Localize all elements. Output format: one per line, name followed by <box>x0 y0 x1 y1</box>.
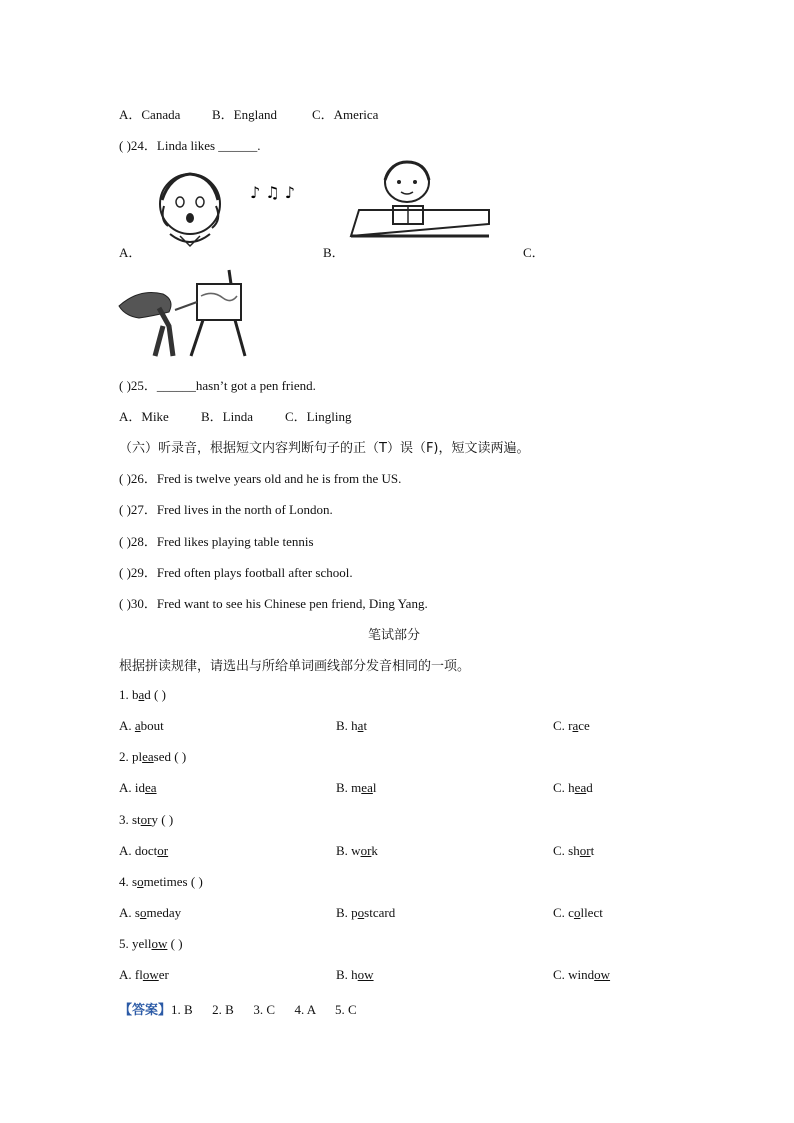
q25-option-a: A．Mike <box>119 409 169 424</box>
q24-label-a: A． <box>119 245 142 260</box>
phonics-option-c: C. head <box>553 780 593 795</box>
girl-painting-icon <box>119 266 259 358</box>
phonics-option-b: B. meal <box>336 780 377 795</box>
section6-heading: （六）听录音，根据短文内容判断句子的正（T）误（F)，短文读两遍。 <box>119 441 530 456</box>
phonics-option-a: A. flower <box>119 967 169 982</box>
phonics-option-b: B. how <box>336 967 374 982</box>
q24-stem: ( )24．Linda likes ______. <box>119 138 261 153</box>
phonics-option-b: B. postcard <box>336 905 396 920</box>
tf-item: ( )30．Fred want to see his Chinese pen friend, Ding Yang. <box>119 596 428 611</box>
tf-item: ( )28．Fred likes playing table tennis <box>119 534 314 549</box>
q25-stem: ( )25．______hasn’t got a pen friend. <box>119 378 316 393</box>
phonics-option-b: B. work <box>336 843 378 858</box>
answer-text: 1. B 2. B 3. C 4. A 5. C <box>171 1002 357 1017</box>
girl-singing-icon <box>140 170 310 250</box>
q25-option-c: C．Lingling <box>285 409 352 424</box>
tf-item: ( )29．Fred often plays football after school. <box>119 565 353 580</box>
phonics-option-c: C. short <box>553 843 595 858</box>
q24-label-b: B． <box>323 245 345 260</box>
q25-option-b: B．Linda <box>201 409 253 424</box>
phonics-option-c: C. collect <box>553 905 603 920</box>
written-title: 笔试部分 <box>368 628 421 643</box>
q24-label-c: C． <box>523 245 545 260</box>
phonics-option-c: C. race <box>553 718 590 733</box>
answer-line <box>119 999 357 1018</box>
phonics-option-a: A. idea <box>119 780 157 795</box>
tf-item: ( )27．Fred lives in the north of London. <box>119 502 333 517</box>
phonics-option-a: A. someday <box>119 905 182 920</box>
answer-tag: 【答案】 <box>119 1003 172 1018</box>
q23-option-b: B．England <box>212 107 277 122</box>
phonics-option-a: A. about <box>119 718 164 733</box>
phonics-question: 3. story ( ) <box>119 812 174 827</box>
written-instruction: 根据拼读规律，请选出与所给单词画线部分发音相同的一项。 <box>119 659 471 674</box>
phonics-question: 5. yellow ( ) <box>119 936 183 951</box>
phonics-question: 1. bad ( ) <box>119 687 166 702</box>
girl-reading-book-icon <box>347 162 497 242</box>
q23-option-c: C．America <box>312 107 379 122</box>
svg-text:♪ ♫ ♪: ♪ ♫ ♪ <box>250 183 295 202</box>
phonics-option-c: C. window <box>553 967 611 982</box>
phonics-option-b: B. hat <box>336 718 368 733</box>
phonics-question: 2. pleased ( ) <box>119 749 187 764</box>
q23-option-a: A．Canada <box>119 107 181 122</box>
tf-item: ( )26．Fred is twelve years old and he is from the US. <box>119 471 402 486</box>
phonics-question: 4. sometimes ( ) <box>119 874 203 889</box>
phonics-option-a: A. doctor <box>119 843 169 858</box>
